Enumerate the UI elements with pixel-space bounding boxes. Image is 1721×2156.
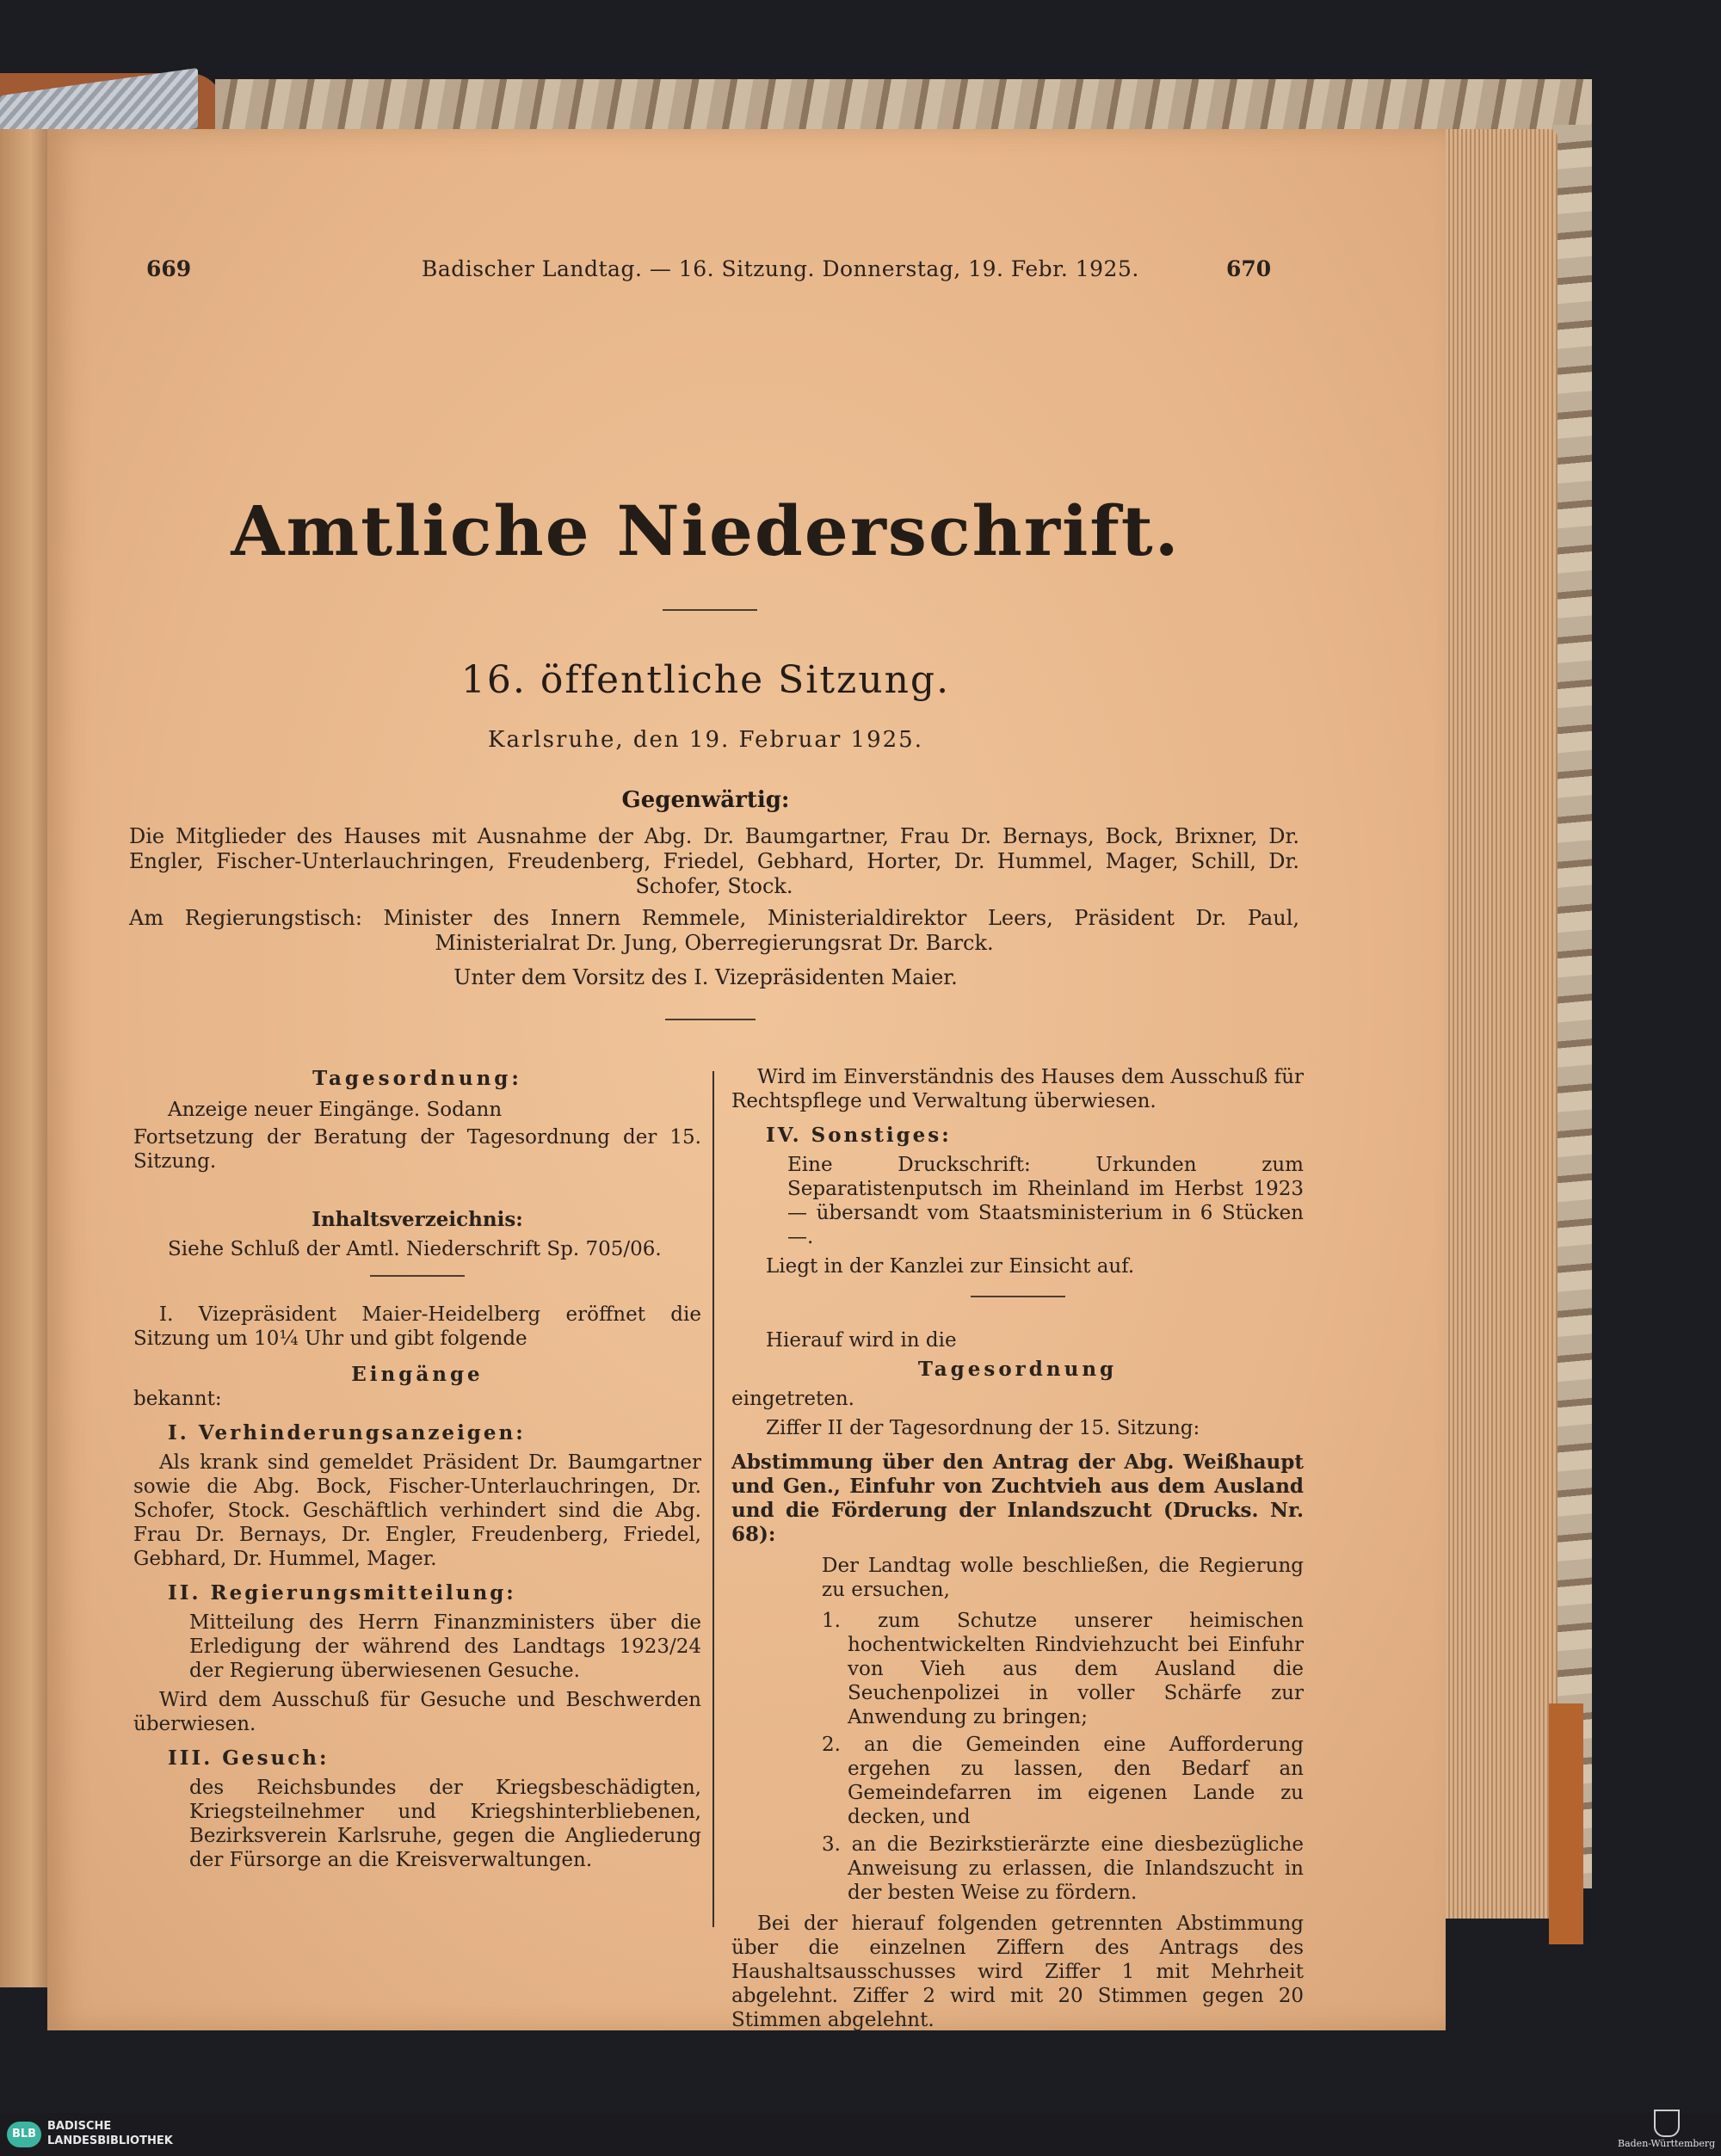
section-4-heading: IV. Sonstiges: [766, 1124, 952, 1147]
motion-point: 3. an die Bezirkstierärzte eine diesbezügliche Anweisung zu erlassen, die Inlandszucht in der besten Weise zu fördern. [822, 1833, 1304, 1904]
agenda-item-2: Fortsetzung der Beratung der Tagesordnung der 15. Sitzung. [133, 1126, 701, 1173]
entered-line: eingetreten. [731, 1388, 854, 1410]
blb-logo[interactable]: BLB [7, 2122, 41, 2147]
marbled-edge-top [215, 79, 1592, 131]
contents-rule [370, 1275, 465, 1277]
motion-point: 2. an die Gemeinden eine Aufforderung ergehen zu lassen, den Bedarf an Gemeindefarren im eigenen Lande zu decken, und [822, 1734, 1304, 1828]
column-divider [712, 1071, 714, 1927]
library-name[interactable] [47, 2119, 173, 2148]
contents-text: Siehe Schluß der Amtl. Niederschrift Sp. 705/06. [168, 1238, 662, 1260]
document-title: Amtliche Niederschrift. [231, 490, 1181, 571]
contents-heading: Inhaltsverzeichnis: [312, 1208, 523, 1231]
agenda-rule [971, 1296, 1065, 1297]
page-stack [1428, 129, 1558, 1919]
title-rule [663, 609, 757, 611]
vote-result: Bei der hierauf folgenden getrennten Abstimmung über die einzelnen Ziffern des Antrags des Haushaltsausschusses wird Ziffer 1 mit Mehrheit abgelehnt. Ziffer 2 wird mit 20 Stimmen gegen 20 Stimmen abgelehnt. [731, 1913, 1304, 2031]
members-absent-paragraph: Die Mitglieder des Hauses mit Ausnahme der Abg. Dr. Baumgartner, Frau Dr. Bernays, Bock, Brixner, Dr. Engler, Fischer-Unterlauchringen, Freudenberg, Friedel, Gebhard, Horter, Dr. Hummel, Mager, Schill, Dr. Schofer, Stock. [129, 824, 1299, 898]
library-name-line-1: BADISCHE [47, 2120, 112, 2133]
book-cover-corner [1549, 1703, 1583, 1944]
section-2-referral: Wird dem Ausschuß für Gesuche und Beschwerden überwiesen. [133, 1689, 701, 1735]
right-column [731, 1065, 1304, 2032]
library-name-line-2: LANDESBIBLIOTHEK [47, 2134, 173, 2147]
page-number-right: 670 [1226, 256, 1272, 281]
left-column [133, 1067, 701, 1872]
state-name: Baden-Württemberg [1618, 2138, 1716, 2149]
government-table-paragraph: Am Regierungstisch: Minister des Innern Remmele, Ministerialdirektor Leers, Präsident Dr. Paul, Ministerialrat Dr. Jung, Oberregierungsrat Dr. Barck. [129, 906, 1299, 955]
section-3-heading: III. Gesuch: [168, 1746, 330, 1770]
chair-line: Unter dem Vorsitz des I. Vizepräsidenten Maier. [453, 965, 958, 989]
opening-paragraph: I. Vizepräsident Maier-Heidelberg eröffnet die Sitzung um 10¼ Uhr und gibt folgende [133, 1303, 701, 1350]
page-number-left: 669 [146, 256, 192, 281]
session-title: 16. öffentliche Sitzung. [460, 658, 951, 702]
agenda-item-1: Anzeige neuer Eingänge. Sodann [168, 1099, 503, 1121]
then-line: Hierauf wird in die [766, 1329, 957, 1352]
motion-point: 1. zum Schutze unserer heimischen hochentwickelten Rindviehzucht bei Einfuhr von Vieh aus dem Ausland die Seuchenpolizei in voller Schärfe zur Anwendung zu bringen; [822, 1610, 1304, 1728]
footer-bar [0, 2113, 1721, 2156]
resolve-line: Der Landtag wolle beschließen, die Regierung zu ersuchen, [822, 1555, 1304, 1601]
place-date: Karlsruhe, den 19. Februar 1925. [488, 727, 923, 753]
section-1-text: Als krank sind gemeldet Präsident Dr. Baumgartner sowie die Abg. Bock, Fischer-Unterlauchringen, Dr. Schofer, Stock. Geschäftlich verhindert sind die Abg. Frau Dr. Bernays, Dr. Engler, Freudenberg, Friedel, Gebhard, Dr. Hummel, Mager. [133, 1451, 701, 1570]
coat-of-arms-icon [1654, 2110, 1680, 2137]
section-2-text: Mitteilung des Herrn Finanzministers über die Erledigung der während des Landtags 1923/24 der Regierung überwiesenen Gesuche. [189, 1611, 701, 1682]
section-4-text: Eine Druckschrift: Urkunden zum Separatistenputsch im Rheinland im Herbst 1923 — übersandt vom Staatsministerium in 6 Stücken —. [787, 1154, 1304, 1248]
section-2-heading: II. Regierungsmitteilung: [168, 1581, 516, 1605]
agenda-heading-right: Tagesordnung [917, 1358, 1118, 1381]
referral-paragraph: Wird im Einverständnis des Hauses dem Ausschuß für Rechtspflege und Verwaltung überwiesen. [731, 1066, 1304, 1112]
running-title: Badischer Landtag. — 16. Sitzung. Donnerstag, 19. Febr. 1925. [422, 256, 1139, 281]
section-3-text: des Reichsbundes der Kriegsbeschädigten, Kriegsteilnehmer und Kriegshinterbliebenen, Bezirksverein Karlsruhe, gegen die Angliederung der Fürsorge an die Kreisverwaltungen. [189, 1777, 701, 1871]
agenda-heading: Tagesordnung: [312, 1067, 522, 1090]
marbled-edge-right [1553, 125, 1592, 1888]
entries-known: bekannt: [133, 1388, 222, 1410]
motion-title: Abstimmung über den Antrag der Abg. Weißhaupt und Gen., Einfuhr von Zuchtvieh aus dem Ausland und die Förderung der Inlandszucht (Drucks. Nr. 68): [731, 1451, 1304, 1546]
entries-heading: Eingänge [351, 1363, 484, 1386]
left-page-edge [0, 129, 52, 1987]
item-reference: Ziffer II der Tagesordnung der 15. Sitzung: [766, 1417, 1200, 1439]
section-1-heading: I. Verhinderungsanzeigen: [168, 1421, 526, 1445]
section-rule [665, 1019, 756, 1020]
present-heading: Gegenwärtig: [621, 787, 790, 813]
section-4-note: Liegt in der Kanzlei zur Einsicht auf. [766, 1255, 1135, 1278]
